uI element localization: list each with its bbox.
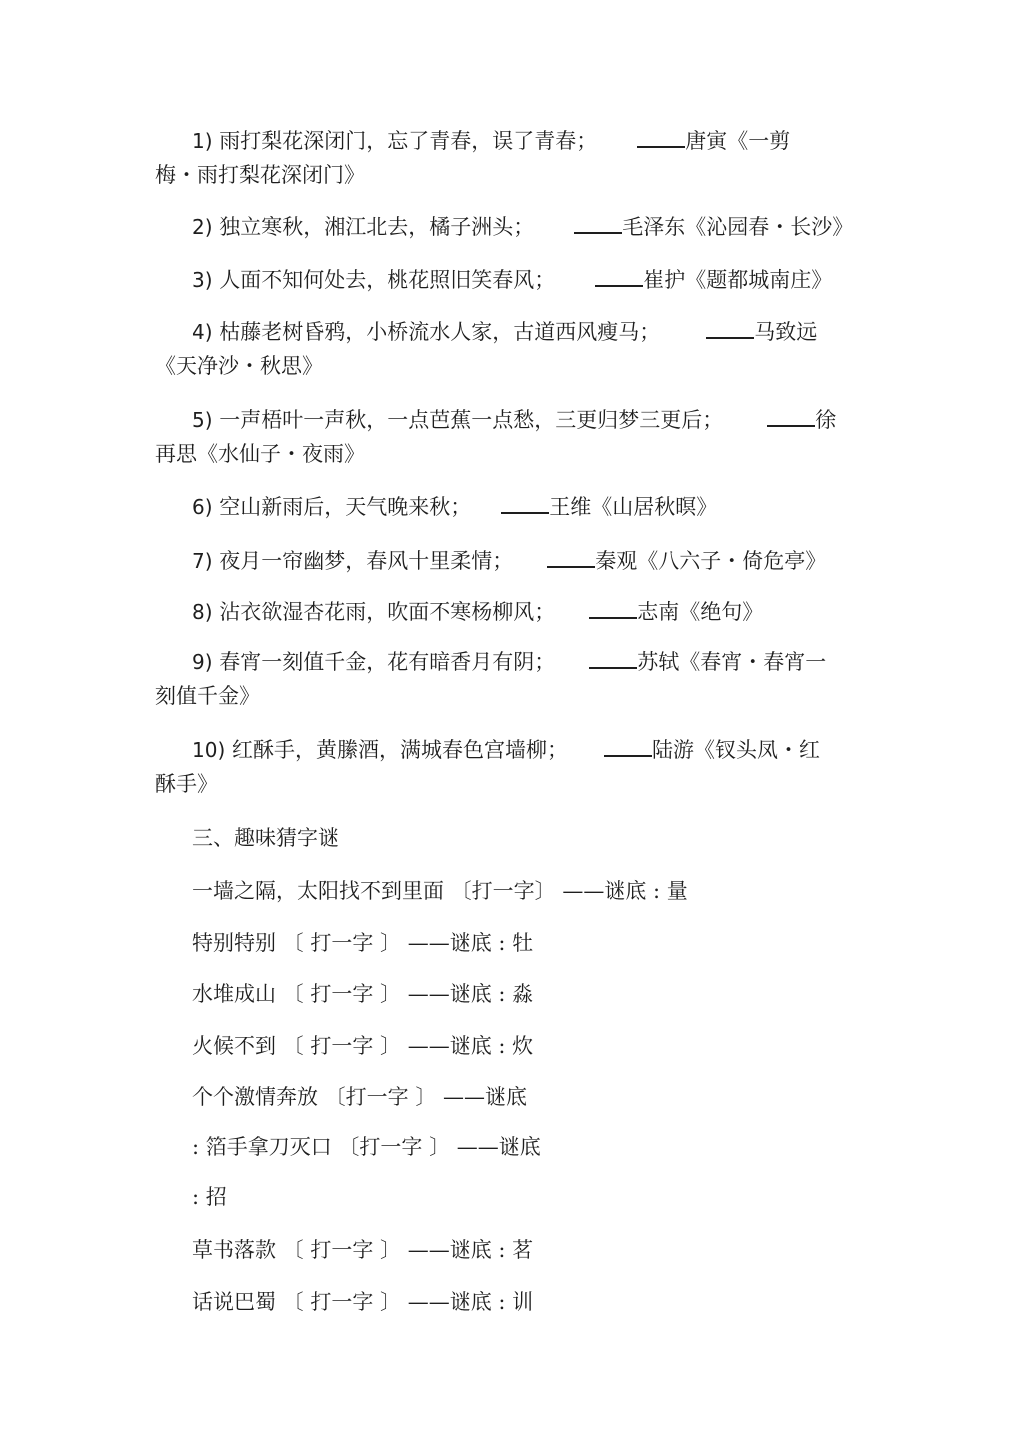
riddle-line: 火候不到 〔 打一字 〕 ——谜底 : 炊 <box>192 1034 534 1058</box>
poem-number: 5) <box>192 408 213 432</box>
poem-text: 沾衣欲湿杏花雨，吹面不寒杨柳风； <box>219 600 556 624</box>
poem-line <box>155 645 912 679</box>
poem-line-continued <box>155 679 875 713</box>
poem-line <box>155 595 912 629</box>
poem-number: 9) <box>192 650 213 674</box>
poem-author-cont: 再思《水仙子・夜雨》 <box>155 442 365 466</box>
poem-line <box>155 490 912 524</box>
riddle-line: 个个激情奔放 〔打一字 〕 ——谜底 <box>192 1085 528 1109</box>
poem-number: 4) <box>192 320 213 344</box>
poem-number: 2) <box>192 215 213 239</box>
section-title: 三、趣味猜字谜 <box>192 826 339 850</box>
poem-author: 王维《山居秋暝》 <box>549 495 718 519</box>
poem-line <box>155 210 912 244</box>
poem-number: 1) <box>192 129 213 153</box>
answer-blank <box>574 210 622 234</box>
poem-number: 8) <box>192 600 213 624</box>
poem-text: 人面不知何处去，桃花照旧笑春风； <box>219 268 556 292</box>
poem-line-continued <box>155 158 875 192</box>
poem-number: 6) <box>192 495 213 519</box>
poem-line <box>155 315 912 349</box>
riddle-line: : 招 <box>192 1185 227 1209</box>
answer-blank <box>547 544 595 568</box>
poem-author-cont: 酥手》 <box>155 772 218 796</box>
poem-author: 苏轼《春宵・春宵一 <box>637 650 827 674</box>
poem-author: 毛泽东《沁园春・长沙》 <box>622 215 854 239</box>
poem-author-cont: 刻值千金》 <box>155 684 260 708</box>
riddle-line: 一墙之隔，太阳找不到里面 〔打一字〕 ——谜底 : 量 <box>192 879 688 903</box>
poem-text: 红酥手，黄縢酒，满城春色宫墙柳； <box>231 738 568 762</box>
poem-author: 唐寅《一剪 <box>685 129 791 153</box>
answer-blank <box>501 490 549 514</box>
riddle-line: 草书落款 〔 打一字 〕 ——谜底 : 茗 <box>192 1238 534 1262</box>
poem-author-cont: 《天净沙・秋思》 <box>155 354 323 378</box>
poem-text: 雨打梨花深闭门，忘了青春，误了青春； <box>219 129 598 153</box>
poem-number: 3) <box>192 268 213 292</box>
poem-author: 崔护《题都城南庄》 <box>643 268 833 292</box>
poem-text: 独立寒秋，湘江北去，橘子洲头； <box>219 215 535 239</box>
riddle-line: 水堆成山 〔 打一字 〕 ——谜底 : 淼 <box>192 982 534 1006</box>
poem-line-continued <box>155 437 875 471</box>
poem-author: 徐 <box>815 408 837 432</box>
answer-blank <box>595 263 643 287</box>
poem-author: 陆游《钗头凤・红 <box>651 738 820 762</box>
poem-line <box>155 124 912 158</box>
poem-line <box>155 544 912 578</box>
answer-blank <box>589 645 637 669</box>
riddle-line: 话说巴蜀 〔 打一字 〕 ——谜底 : 训 <box>192 1290 534 1314</box>
poem-text: 枯藤老树昏鸦，小桥流水人家，古道西风瘦马； <box>219 320 661 344</box>
poem-text: 空山新雨后，天气晚来秋； <box>219 495 472 519</box>
poem-text: 春宵一刻值千金，花有暗香月有阴； <box>219 650 556 674</box>
poem-line <box>155 263 912 297</box>
poem-author: 志南《绝句》 <box>637 600 764 624</box>
answer-blank <box>604 733 652 757</box>
riddle-line: 特别特别 〔 打一字 〕 ——谜底 : 牡 <box>192 931 534 955</box>
answer-blank <box>637 124 685 148</box>
poem-author-cont: 梅・雨打梨花深闭门》 <box>155 163 365 187</box>
riddle-line: : 箔手拿刀灭口 〔打一字 〕 ——谜底 <box>192 1135 541 1159</box>
poem-number: 7) <box>192 549 213 573</box>
poem-text: 一声梧叶一声秋，一点芭蕉一点愁，三更归梦三更后； <box>219 408 724 432</box>
answer-blank <box>589 595 637 619</box>
answer-blank <box>767 403 815 427</box>
poem-number: 10) <box>192 738 226 762</box>
poem-line-continued <box>155 349 875 383</box>
poem-line <box>155 403 912 437</box>
poem-line <box>155 733 912 767</box>
poem-author: 秦观《八六子・倚危亭》 <box>595 549 827 573</box>
answer-blank <box>706 315 754 339</box>
poem-line-continued <box>155 767 875 801</box>
poem-author: 马致远 <box>754 320 818 344</box>
poem-text: 夜月一帘幽梦，春风十里柔情； <box>219 549 514 573</box>
